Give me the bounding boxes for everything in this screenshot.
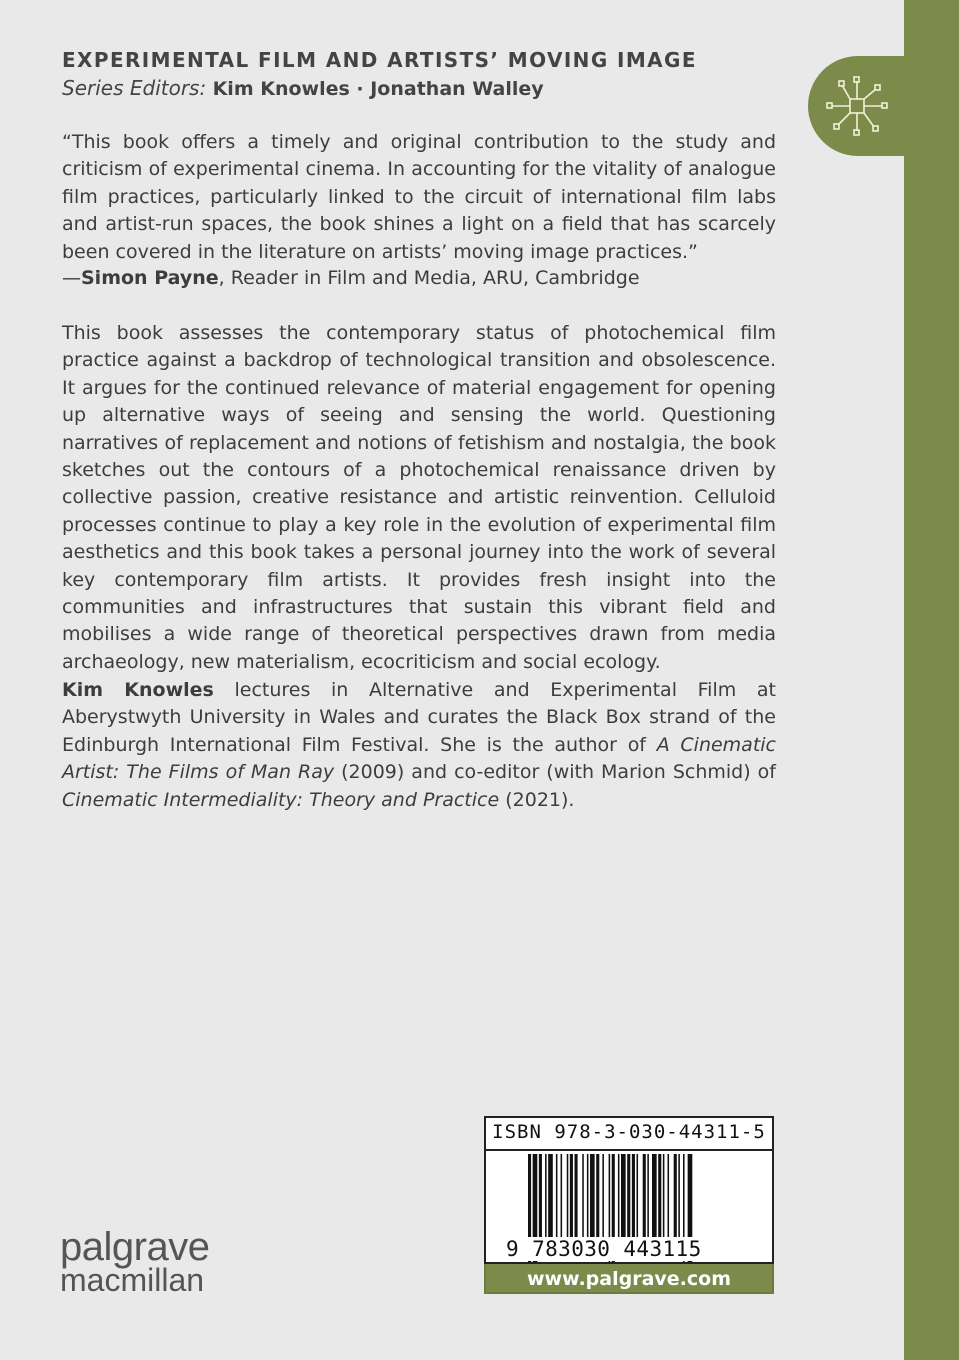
series-editors [62,76,544,100]
quote-attribution [62,265,776,292]
barcode-digits: 9 783030 443115 [506,1237,756,1261]
series-editors-names: Kim Knowles · Jonathan Walley [212,78,544,100]
spine-strip [904,0,959,1360]
isbn-barcode [484,1116,774,1264]
attribution-dash: — [62,267,81,289]
quote-affiliation: , Reader in Film and Media, ARU, Cambridge [218,267,640,289]
series-editors-label: Series Editors: [62,76,207,100]
bio-book-title-1: A Cinematic Artist: The Films of Man Ray [62,733,776,784]
book-description: This book assesses the contemporary status of photochemical film practice against a backdrop of technological transition and obsolescence. It argues for the continued relevance of material engagement for opening up alternative ways of seeing and sensing the world. Questioning narratives of replacement and notions of fetishism and nostalgia, the book sketches out the contours of a photochemical renaissance driven by collective passion, creative resistance and artistic reinvention. Celluloid processes continue to play a key role in the evolution of experimental film aesthetics and this book takes a personal journey into the work of several key contemporary film artists. It provides fresh insight into the communities and infrastructures that sustain this vibrant field and mobilises a wide range of theoretical perspectives drawn from media archaeology, new materialism, ecocriticism and social ecology. [62,322,776,673]
barcode-divider [486,1149,772,1151]
bio-author-name: Kim Knowles [62,679,214,701]
bio-text-3: (2021). [499,788,575,811]
bio-book-title-2: Cinematic Intermediality: Theory and Practice [62,788,500,811]
endorsement-quote: “This book offers a timely and original contribution to the study and criticism of experimental cinema. In accounting for the vitality of analogue film practices, particularly linked to the circuit of international film labs and artist-run spaces, the book shines a light on a field that has scarcely been covered in the literature on artists’ moving image practices.” [62,131,776,263]
quote-author: Simon Payne [81,267,219,289]
bio-text-2: (2009) and co-editor (with Marion Schmid) of [334,761,776,784]
network-icon [822,71,892,141]
bio-text-1: lectures in Alternative and Experimental Film at Aberystwyth University in Wales and curates the Black Box strand of the Edinburgh International Film Festival. She is the author of [62,679,776,756]
isbn-label: ISBN 978-3-030-44311-5 [492,1121,766,1143]
publisher-logo-palgrave: palgrave [60,1225,210,1269]
author-bio [62,677,776,814]
publisher-website: www.palgrave.com [484,1264,774,1294]
series-title: EXPERIMENTAL FILM AND ARTISTS’ MOVING IMAGE [62,48,697,72]
publisher-logo-macmillan: macmillan [60,1262,205,1298]
palgrave-emblem [808,56,904,156]
